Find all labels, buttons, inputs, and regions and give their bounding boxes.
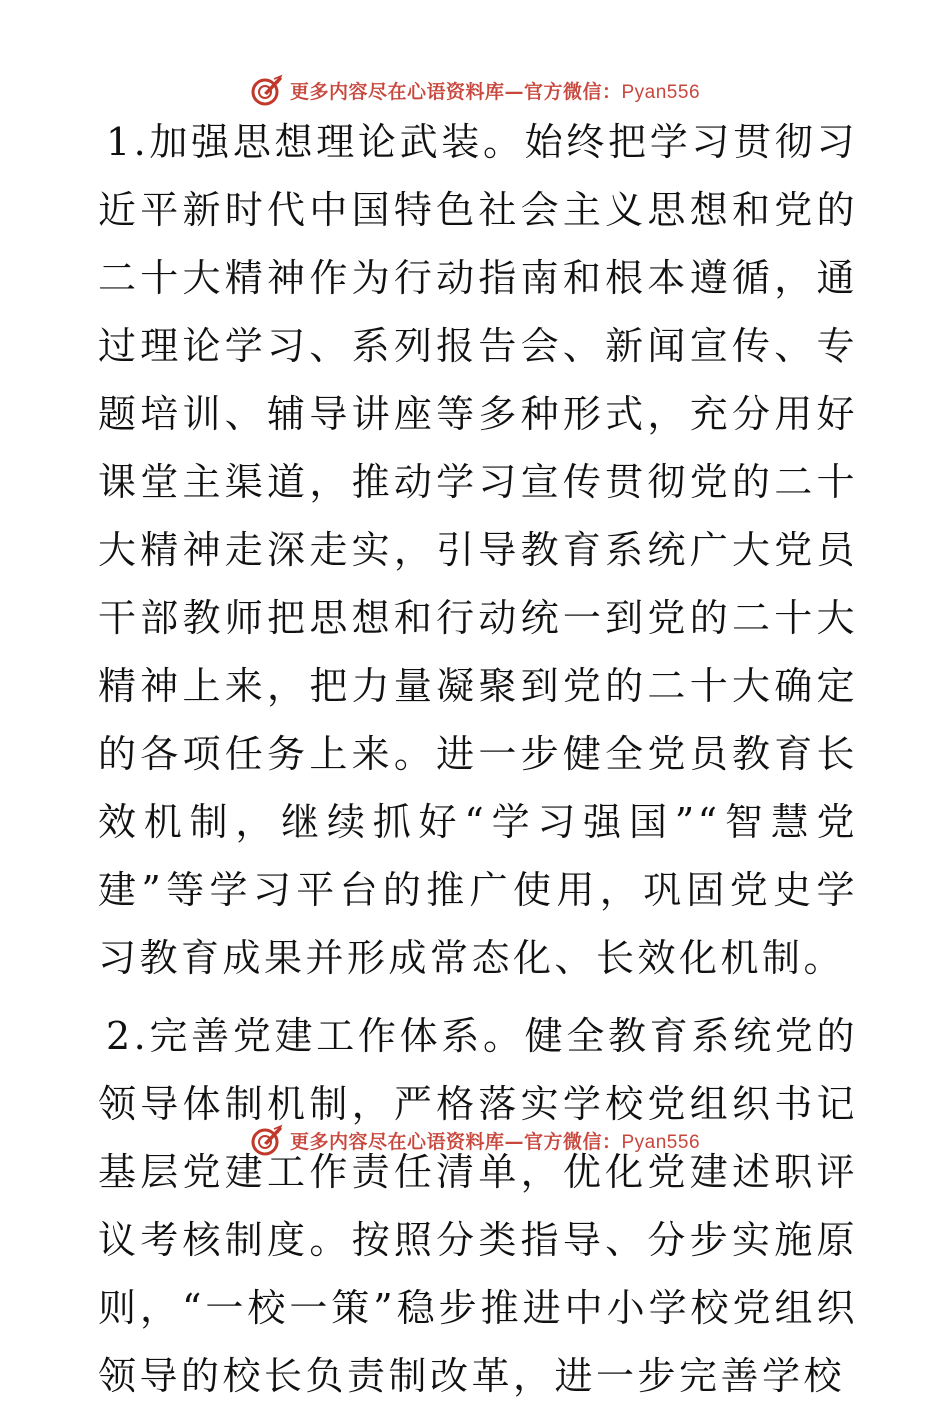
quill-circle-icon <box>250 1123 284 1157</box>
document-body <box>98 108 858 1410</box>
watermark-text: 更多内容尽在心语资料库—官方微信：Pyan556 <box>289 80 701 103</box>
watermark-text: 更多内容尽在心语资料库—官方微信：Pyan556 <box>289 1130 701 1153</box>
paragraph-1: 1.加强思想理论武装。始终把学习贯彻习近平新时代中国特色社会主义思想和党的二十大精神作为行动指南和根本遵循，通过理论学习、系列报告会、新闻宣传、专题培训、辅导讲座等多种形式，充分用好课堂主渠道，推动学习宣传贯彻党的二十大精神走深走实，引导教育系统广大党员干部教师把思想和行动统一到党的二十大精神上来，把力量凝聚到党的二十大确定的各项任务上来。进一步健全党员教育长效机制，继续抓好“学习强国”“智慧党建”等学习平台的推广使用，巩固党史学习教育成果并形成常态化、长效化机制。 <box>98 120 858 980</box>
paragraph-2: 2.完善党建工作体系。健全教育系统党的领导体制机制，严格落实学校党组织书记基层党建工作责任清单，优化党建述职评议考核制度。按照分类指导、分步实施原则，“一校一策”稳步推进中小学校党组织领导的校长负责制改革，进一步完善学校 <box>98 1014 858 1398</box>
header-watermark <box>0 70 950 110</box>
watermark-handle: Pyan556 <box>621 1131 701 1153</box>
quill-circle-icon <box>250 73 284 107</box>
footer-watermark <box>0 1120 950 1160</box>
watermark-handle: Pyan556 <box>621 81 701 103</box>
